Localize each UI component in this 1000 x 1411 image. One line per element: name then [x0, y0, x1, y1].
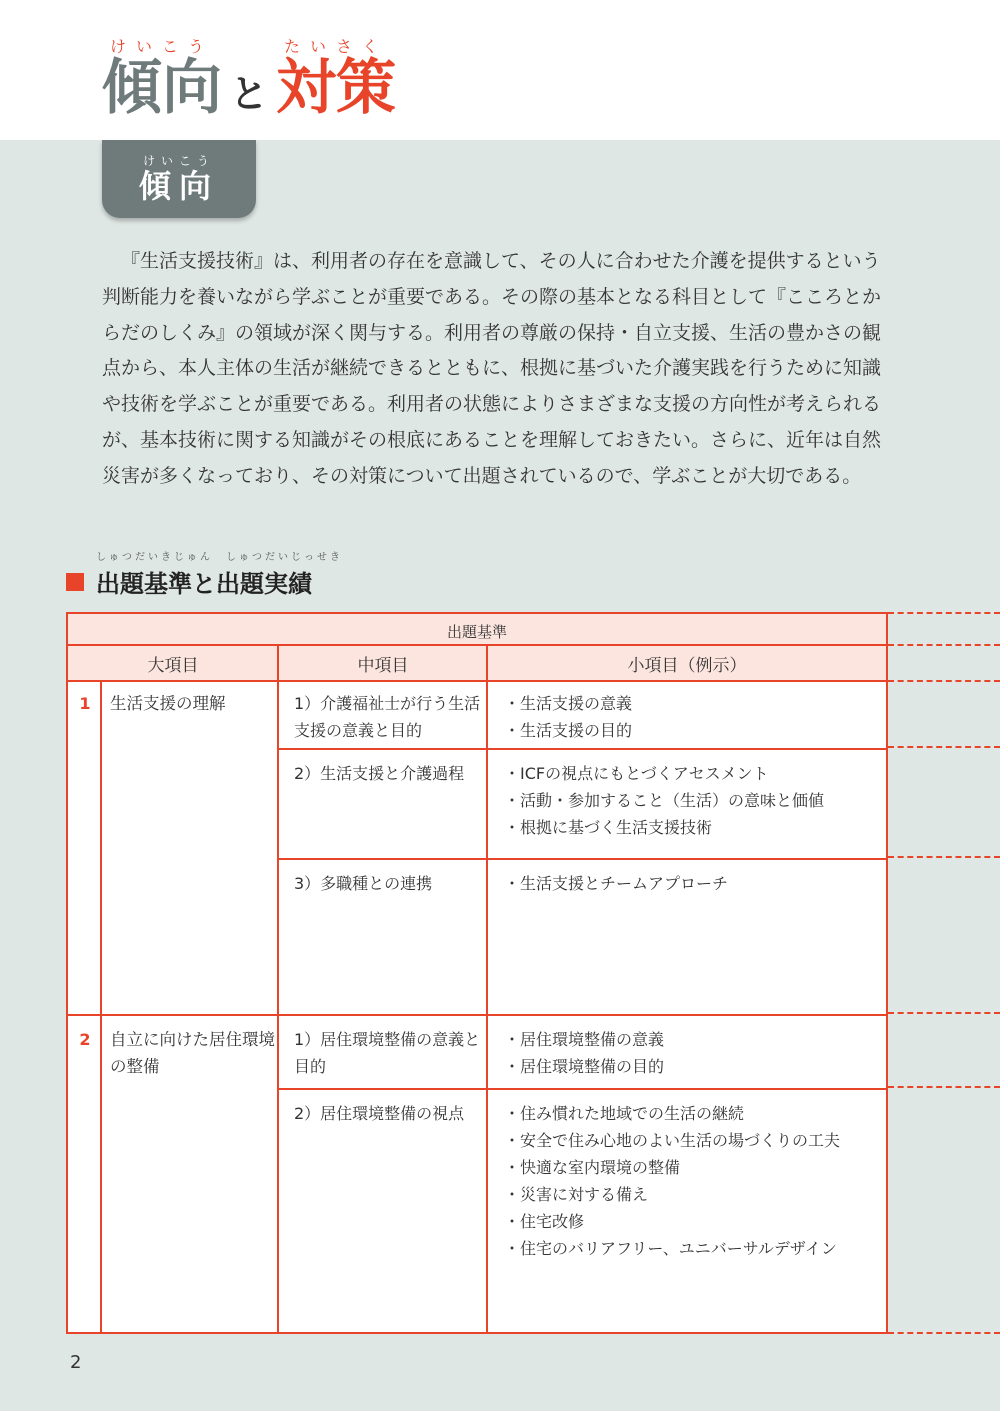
small-item: ・ 生活支援の意義: [504, 690, 884, 717]
intro-line: が、基本技術に関する知識がその根底にあることを理解しておきたい。さらに、近年は自然: [102, 428, 882, 451]
page-title: [102, 37, 397, 123]
small-item-list: [504, 690, 884, 744]
small-item: ・ 生活支援の目的: [504, 717, 884, 744]
small-item: ・ 住宅改修: [504, 1208, 884, 1235]
small-item: ・ 居住環境整備の意義: [504, 1026, 884, 1053]
section-heading-ruby: しゅつだいきじゅん しゅつだいじっせき: [96, 552, 343, 563]
small-item-list: [504, 1100, 884, 1262]
row-number: 2: [79, 1030, 91, 1049]
table-header: 出題基準: [68, 614, 886, 646]
column-header-major: 大項目: [68, 646, 278, 682]
intro-line: 判断能力を養いながら学ぶことが重要である。その際の基本となる科目として『こころとか: [102, 285, 882, 308]
row-number: 1: [79, 694, 91, 713]
small-item: ・ ICFの視点にもとづくアセスメント: [504, 760, 884, 787]
title-word-measures: [276, 37, 397, 123]
intro-paragraph: [102, 244, 892, 495]
small-item: ・ 生活支援とチームアプローチ: [504, 870, 884, 897]
table-divider: [278, 858, 886, 860]
small-item: ・ 快適な室内環境の整備: [504, 1154, 884, 1181]
title-word-trend-text: 傾向: [102, 53, 222, 123]
title-word-measures-text: 対策: [276, 53, 397, 123]
small-item: ・ 根拠に基づく生活支援技術: [504, 814, 884, 841]
section-title: 出題基準と出題実績: [96, 570, 312, 598]
small-item: ・ 活動・参加すること（生活）の意味と価値: [504, 787, 884, 814]
table-divider: [68, 1014, 886, 1016]
small-item: ・ 住宅のバリアフリー、ユニバーサルデザイン: [504, 1235, 884, 1262]
mid-item: 2）生活支援と介護過程: [294, 764, 465, 783]
intro-line: らだのしくみ』の領域が深く関与する。利用者の尊厳の保持・自立支援、生活の豊かさの観: [102, 321, 882, 344]
continuation-dash: [888, 856, 1000, 858]
title-connector: と: [230, 72, 269, 116]
column-header-small: 小項目（例示）: [488, 646, 886, 682]
title-word-trend: [102, 37, 222, 123]
mid-item: 1）介護福祉士が行う生活支援の意義と目的: [294, 694, 481, 740]
tab-label: 傾向: [138, 167, 219, 205]
small-item-list: [504, 760, 884, 841]
table-divider: [278, 748, 886, 750]
intro-line: 『生活支援技術』は、利用者の存在を意識して、その人に合わせた介護を提供するという: [121, 250, 881, 272]
continuation-dash: [888, 746, 1000, 748]
criteria-table: [66, 612, 888, 1334]
title-word-trend-ruby: けいこう: [109, 37, 214, 56]
mid-item: 1）居住環境整備の意義と目的: [294, 1030, 481, 1076]
continuation-dash: [888, 680, 1000, 682]
intro-line: や技術を学ぶことが重要である。利用者の状態によりさまざまな支援の方向性が考えられる: [102, 393, 882, 416]
continuation-dash: [888, 644, 1000, 646]
intro-line: 点から、本人主体の生活が継続できるとともに、根拠に基づいた介護実践を行うために知識: [102, 357, 882, 380]
small-item: ・ 住み慣れた地域での生活の継続: [504, 1100, 884, 1127]
section-tab-trend: [102, 140, 256, 218]
continuation-dash: [888, 1012, 1000, 1014]
table-divider: [278, 1088, 886, 1090]
major-item: 生活支援の理解: [110, 694, 226, 713]
section-heading: [66, 552, 343, 599]
mid-item: 2）居住環境整備の視点: [294, 1104, 465, 1123]
small-item-list: [504, 870, 884, 897]
page-number: 2: [70, 1352, 82, 1373]
intro-line: 災害が多くなっており、その対策について出題されているので、学ぶことが大切である。: [102, 464, 862, 487]
continuation-dash: [888, 612, 1000, 614]
small-item: ・ 安全で住み心地のよい生活の場づくりの工夫: [504, 1127, 884, 1154]
small-item: ・ 居住環境整備の目的: [504, 1053, 884, 1080]
column-header-mid: 中項目: [278, 646, 488, 682]
tab-ruby: けいこう: [142, 154, 215, 168]
table-divider: [100, 682, 102, 1334]
section-marker-icon: [66, 573, 84, 591]
major-item: 自立に向けた居住環境の整備: [110, 1030, 275, 1076]
mid-item: 3）多職種との連携: [294, 874, 433, 893]
small-item: ・ 災害に対する備え: [504, 1181, 884, 1208]
continuation-dash: [888, 1332, 1000, 1334]
continuation-dash: [888, 1086, 1000, 1088]
title-word-measures-ruby: たいさく: [284, 37, 389, 56]
small-item-list: [504, 1026, 884, 1080]
